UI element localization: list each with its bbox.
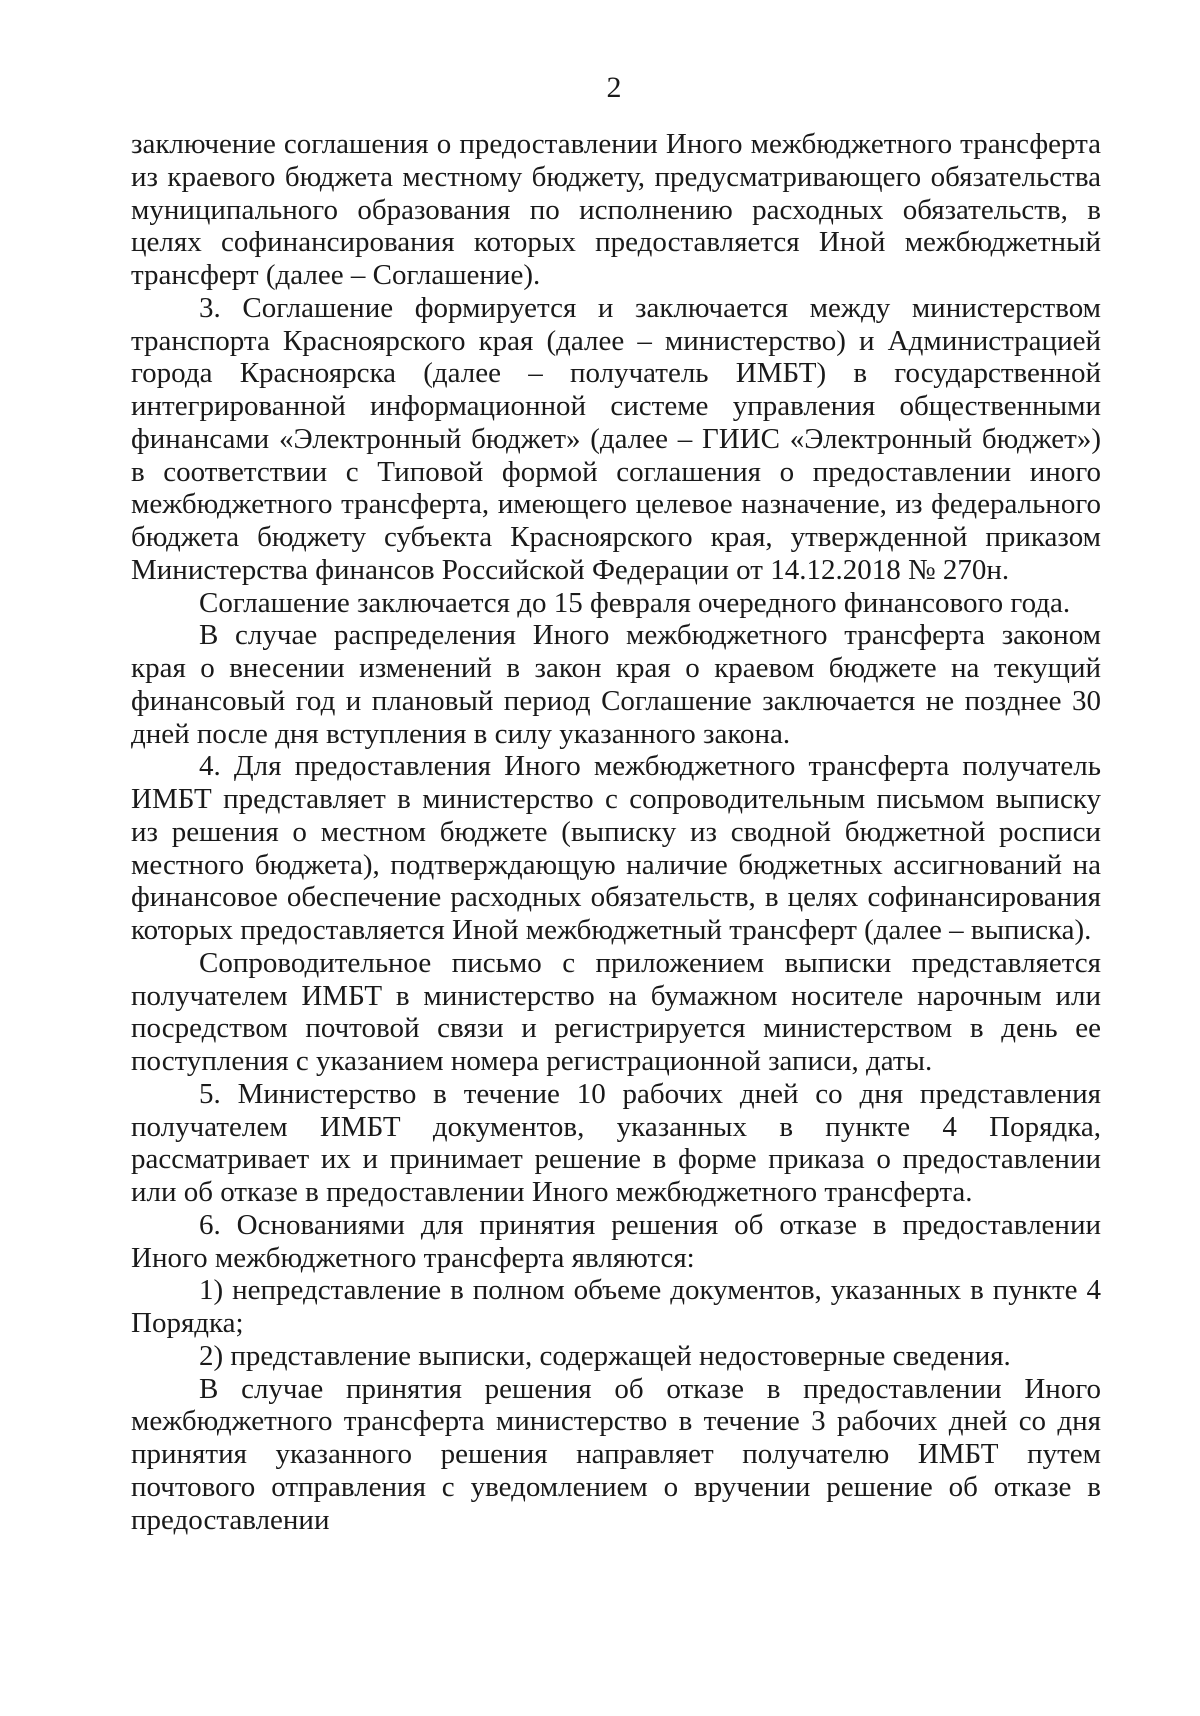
paragraph-3-agreement-formation: 3. Соглашение формируется и заключается между министерством транспорта Красноярского края (далее – министерство) и Администрацией города Красноярска (далее – получатель ИМБТ) в государственной интегрированной информационной системе управления общественными финансами «Электронный бюджет» (далее – ГИИС «Электронный бюджет») в соответствии с Типовой формой соглашения о предоставлении иного межбюджетного трансферта, имеющего целевое назначение, из федерального бюджета бюджету субъекта Красноярского края, утвержденной приказом Министерства финансов Российской Федерации от 14.12.2018 № 270н. bbox=[131, 291, 1101, 586]
paragraph-6-refusal-grounds: 6. Основаниями для принятия решения об отказе в предоставлении Иного межбюджетного трансферта являются: bbox=[131, 1208, 1101, 1274]
list-item-2: 2) представление выписки, содержащей недостоверные сведения. bbox=[199, 1339, 1011, 1372]
paragraph-distribution-by-law: В случае распределения Иного межбюджетного трансферта законом края о внесении изменений в закон края о краевом бюджете на текущий финансовый год и плановый период Соглашение заключается не позднее 30 дней после дня вступления в силу указанного закона. bbox=[131, 619, 1101, 750]
paragraph-agreement-deadline: Соглашение заключается до 15 февраля очередного финансового года. bbox=[199, 586, 1071, 619]
page-number: 2 bbox=[606, 71, 622, 104]
document-body bbox=[131, 128, 1101, 1536]
list-item-1: 1) непредставление в полном объеме документов, указанных в пункте 4 Порядка; bbox=[131, 1274, 1101, 1339]
paragraph-cover-letter: Сопроводительное письмо с приложением выписки представляется получателем ИМБТ в министерство на бумажном носителе нарочным или посредством почтовой связи и регистрируется министерством в день ее поступления с указанием номера регистрационной записи, даты. bbox=[131, 946, 1101, 1077]
paragraph-4-submission: 4. Для предоставления Иного межбюджетного трансферта получатель ИМБТ представляет в министерство с сопроводительным письмом выписку из решения о местном бюджете (выписку из сводной бюджетной росписи местного бюджета), подтверждающую наличие бюджетных ассигнований на финансовое обеспечение расходных обязательств, в целях софинансирования которых предоставляется Иной межбюджетный трансферт (далее – выписка). bbox=[131, 750, 1101, 946]
paragraph-5-review: 5. Министерство в течение 10 рабочих дней со дня представления получателем ИМБТ документов, указанных в пункте 4 Порядка, рассматривает их и принимает решение в форме приказа о предоставлении или об отказе в предоставлении Иного межбюджетного трансферта. bbox=[131, 1077, 1101, 1208]
paragraph-agreement-conclusion: заключение соглашения о предоставлении Иного межбюджетного трансферта из краевого бюджета местному бюджету, предусматривающего обязательства муниципального образования по исполнению расходных обязательств, в целях софинансирования которых предоставляется Иной межбюджетный трансферт (далее – Соглашение). bbox=[131, 128, 1101, 291]
paragraph-refusal-notice: В случае принятия решения об отказе в предоставлении Иного межбюджетного трансферта министерство в течение 3 рабочих дней со дня принятия указанного решения направляет получателю ИМБТ путем почтового отправления с уведомлением о вручении решение об отказе в предоставлении bbox=[131, 1372, 1101, 1536]
